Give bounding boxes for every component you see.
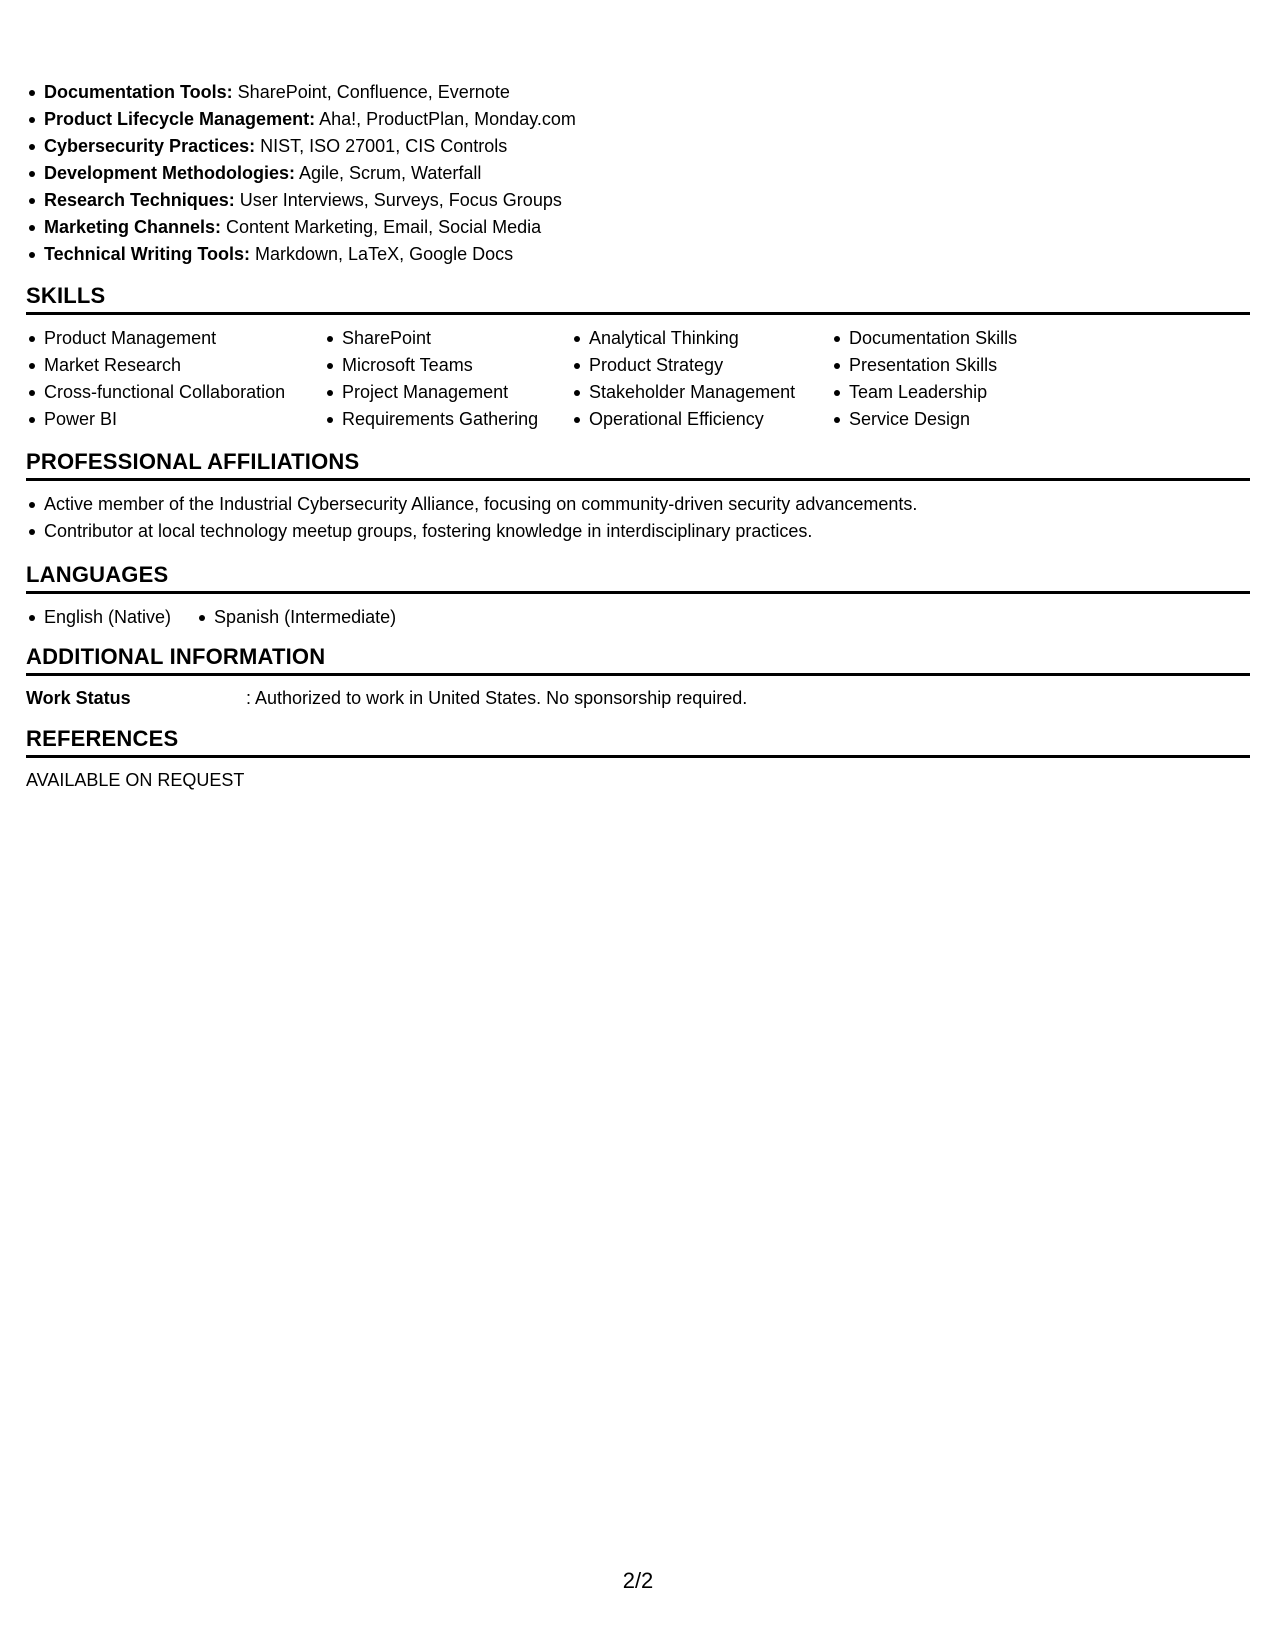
tool-label: Technical Writing Tools: (44, 244, 251, 264)
skills-column (324, 325, 571, 433)
tool-value: Content Marketing, Email, Social Media (221, 217, 542, 237)
skill-item: Microsoft Teams (324, 352, 571, 379)
language-item: English (Native) (26, 604, 171, 631)
skill-item: Documentation Skills (831, 325, 1091, 352)
references-text: AVAILABLE ON REQUEST (26, 770, 245, 790)
tool-item-development (26, 160, 576, 187)
skill-item: Project Management (324, 379, 571, 406)
affiliation-item: Contributor at local technology meetup groups, fostering knowledge in interdisciplinary practices. (26, 518, 917, 545)
tool-value: Markdown, LaTeX, Google Docs (250, 244, 514, 264)
tool-value: SharePoint, Confluence, Evernote (232, 82, 510, 102)
tool-label: Cybersecurity Practices: (44, 136, 256, 156)
tool-value: Aha!, ProductPlan, Monday.com (315, 109, 576, 129)
skill-item: Product Strategy (571, 352, 831, 379)
tool-label: Development Methodologies: (44, 163, 296, 183)
page-number: 2/2 (622, 1568, 654, 1593)
affiliations-heading: PROFESSIONAL AFFILIATIONS (26, 448, 1250, 481)
skill-item: Product Management (26, 325, 324, 352)
skill-item: Power BI (26, 406, 324, 433)
tool-value: Agile, Scrum, Waterfall (295, 163, 482, 183)
additional-info-heading: ADDITIONAL INFORMATION (26, 643, 1250, 676)
skill-item: Analytical Thinking (571, 325, 831, 352)
skills-grid (26, 325, 1091, 433)
work-status-row (26, 686, 747, 711)
skill-item: Presentation Skills (831, 352, 1091, 379)
tool-value: NIST, ISO 27001, CIS Controls (255, 136, 508, 156)
tool-item-technical-writing (26, 241, 576, 268)
languages-list (26, 604, 421, 631)
skill-item: Requirements Gathering (324, 406, 571, 433)
skill-item: Team Leadership (831, 379, 1091, 406)
affiliation-item: Active member of the Industrial Cybersecurity Alliance, focusing on community-driven security advancements. (26, 491, 917, 518)
skill-item: Cross-functional Collaboration (26, 379, 324, 406)
skill-item: Market Research (26, 352, 324, 379)
skills-column (571, 325, 831, 433)
tool-item-product-lifecycle (26, 106, 576, 133)
skill-item: Stakeholder Management (571, 379, 831, 406)
tool-item-marketing (26, 214, 576, 241)
skill-item: Operational Efficiency (571, 406, 831, 433)
skills-heading: SKILLS (26, 282, 1250, 315)
language-item: Spanish (Intermediate) (196, 604, 396, 631)
tool-label: Product Lifecycle Management: (44, 109, 316, 129)
tool-item-documentation (26, 79, 576, 106)
resume-page (26, 0, 1250, 1650)
skill-item: Service Design (831, 406, 1091, 433)
skills-column (26, 325, 324, 433)
tool-value: User Interviews, Surveys, Focus Groups (234, 190, 562, 210)
tool-label: Documentation Tools: (44, 82, 233, 102)
skills-column (831, 325, 1091, 433)
affiliations-list (26, 491, 917, 545)
tool-item-cybersecurity (26, 133, 576, 160)
tool-label: Marketing Channels: (44, 217, 222, 237)
references-heading: REFERENCES (26, 725, 1250, 758)
skill-item: SharePoint (324, 325, 571, 352)
languages-heading: LANGUAGES (26, 561, 1250, 594)
tool-item-research (26, 187, 576, 214)
tool-label: Research Techniques: (44, 190, 235, 210)
work-status-value: : Authorized to work in United States. No sponsorship required. (246, 688, 748, 708)
work-status-label: Work Status (26, 688, 131, 708)
tools-list (26, 79, 576, 268)
